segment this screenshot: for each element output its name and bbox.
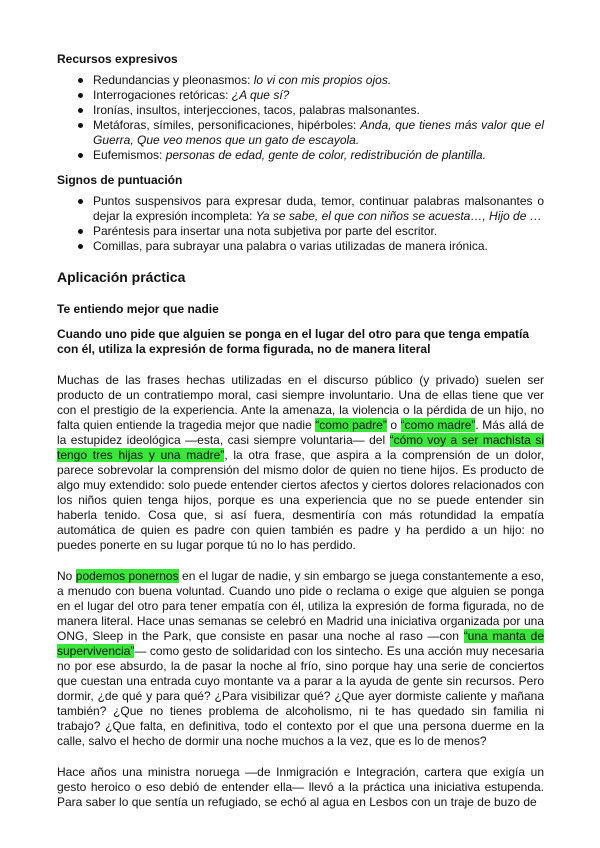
highlight: “como madre”	[400, 418, 476, 432]
list-item: Ironías, insultos, interjecciones, tacos, palabras malsonantes.	[93, 103, 544, 118]
paragraph-2: No podemos ponernos en el lugar de nadie, y sin embargo se juega constantemente a eso, a menudo con buena voluntad. Cuando uno pide o reclama o exige que alguien se ponga en el lugar del otro para tener empatía con él, utiliza la expresión de forma figurada, no de manera literal. Hace unas semanas se celebró en Madrid una iniciativa organizada por una ONG, Sleep in the Park, que consiste en pasar una noche al raso —con “una manta de supervivencia”— como gesto de solidaridad con los sintecho. Es una acción muy necesaria no por ese absurdo, la de pasar la noche al frío, sino porque hay una serie de conciertos que cuestan una entrada cuyo montante va a parar a la ayuda de gente sin recursos. Pero dormir, ¿de qué y para qué? ¿Para visibilizar qué? ¿Que ayer dormiste caliente y mañana también? ¿Que no tienes problema de alcoholismo, ni te has quedado sin familia ni trabajo? ¿Que falta, en definitiva, todo el contexto por el que una persona duerme en la calle, salvo el hecho de dormir una noche muchos a la vez, que es lo de menos?	[57, 569, 544, 748]
highlight: “como padre”	[315, 418, 387, 432]
paragraph-1: Muchas de las frases hechas utilizadas en el discurso público (y privado) suelen ser producto de un contratiempo moral, casi siempre involuntario. Una de ellas tiene que ver con el prestigio de la experiencia. Ante la amenaza, la violencia o la pérdida de un hijo, no falta quien entiende la tragedia mejor que nadie “como padre” o “como madre”. Más allá de la estupidez ideológica —esta, casi siempre voluntaria— del “cómo voy a ser machista si tengo tres hijas y una madre”, la otra frase, que aspira a la comprensión de un dolor, parece sobrevolar la comprensión del mismo dolor de quien no tiene hijos. Es producto de algo muy extendido: solo puede entender ciertos afectos y ciertos dolores relacionados con los niños quien tenga hijos, porque es una experiencia que no se puede entender sin haberla tenido. Cosa que, si así fuera, desmentiría con más rotundidad la empatía automática de quien es padre con quien también es padre y ha perdido a un hijo: no puedes ponerte en su lugar porque tú no lo has perdido.	[57, 373, 544, 552]
recursos-list	[57, 73, 544, 163]
recursos-heading: Recursos expresivos	[57, 52, 178, 66]
list-item: Comillas, para subrayar una palabra o varias utilizadas de manera irónica.	[93, 239, 544, 254]
paragraph-3: Hace años una ministra noruega —de Inmigración e Integración, cartera que exigía un gesto heroico o eso debió de entender ella— llevó a la práctica una iniciativa estupenda. Para saber lo que sentía un refugiado, se echó al agua en Lesbos con un traje de buzo de	[57, 765, 544, 809]
article-title: Te entiendo mejor que nadie	[57, 302, 219, 316]
list-item: Paréntesis para insertar una nota subjetiva por parte del escritor.	[93, 224, 544, 239]
highlight: “cómo voy a ser machista si tengo tres hijas y una madre”	[57, 433, 544, 462]
document-page	[57, 52, 544, 810]
list-item: Eufemismos: personas de edad, gente de color, redistribución de plantilla.	[93, 148, 544, 163]
signos-heading: Signos de puntuación	[57, 173, 183, 187]
article-lead: Cuando uno pide que alguien se ponga en el lugar del otro para que tenga empatía con él, utiliza la expresión de forma figurada, no de manera literal	[57, 327, 530, 356]
highlight: podemos ponernos	[75, 569, 179, 583]
list-item: Interrogaciones retóricas: ¿A que sí?	[93, 88, 544, 103]
list-item: Redundancias y pleonasmos: lo vi con mis propios ojos.	[93, 73, 544, 88]
signos-list	[57, 194, 544, 254]
highlight: “una manta de supervivencia”	[57, 629, 544, 658]
list-item: Metáforas, símiles, personificaciones, hipérboles: Anda, que tienes más valor que el Guerra, Que veo menos que un gato de escayola.	[93, 118, 544, 147]
aplicacion-heading: Aplicación práctica	[57, 269, 186, 285]
list-item: Puntos suspensivos para expresar duda, temor, continuar palabras malsonantes o dejar la expresión incompleta: Ya se sabe, el que con niños se acuesta…, Hijo de …	[93, 194, 544, 223]
